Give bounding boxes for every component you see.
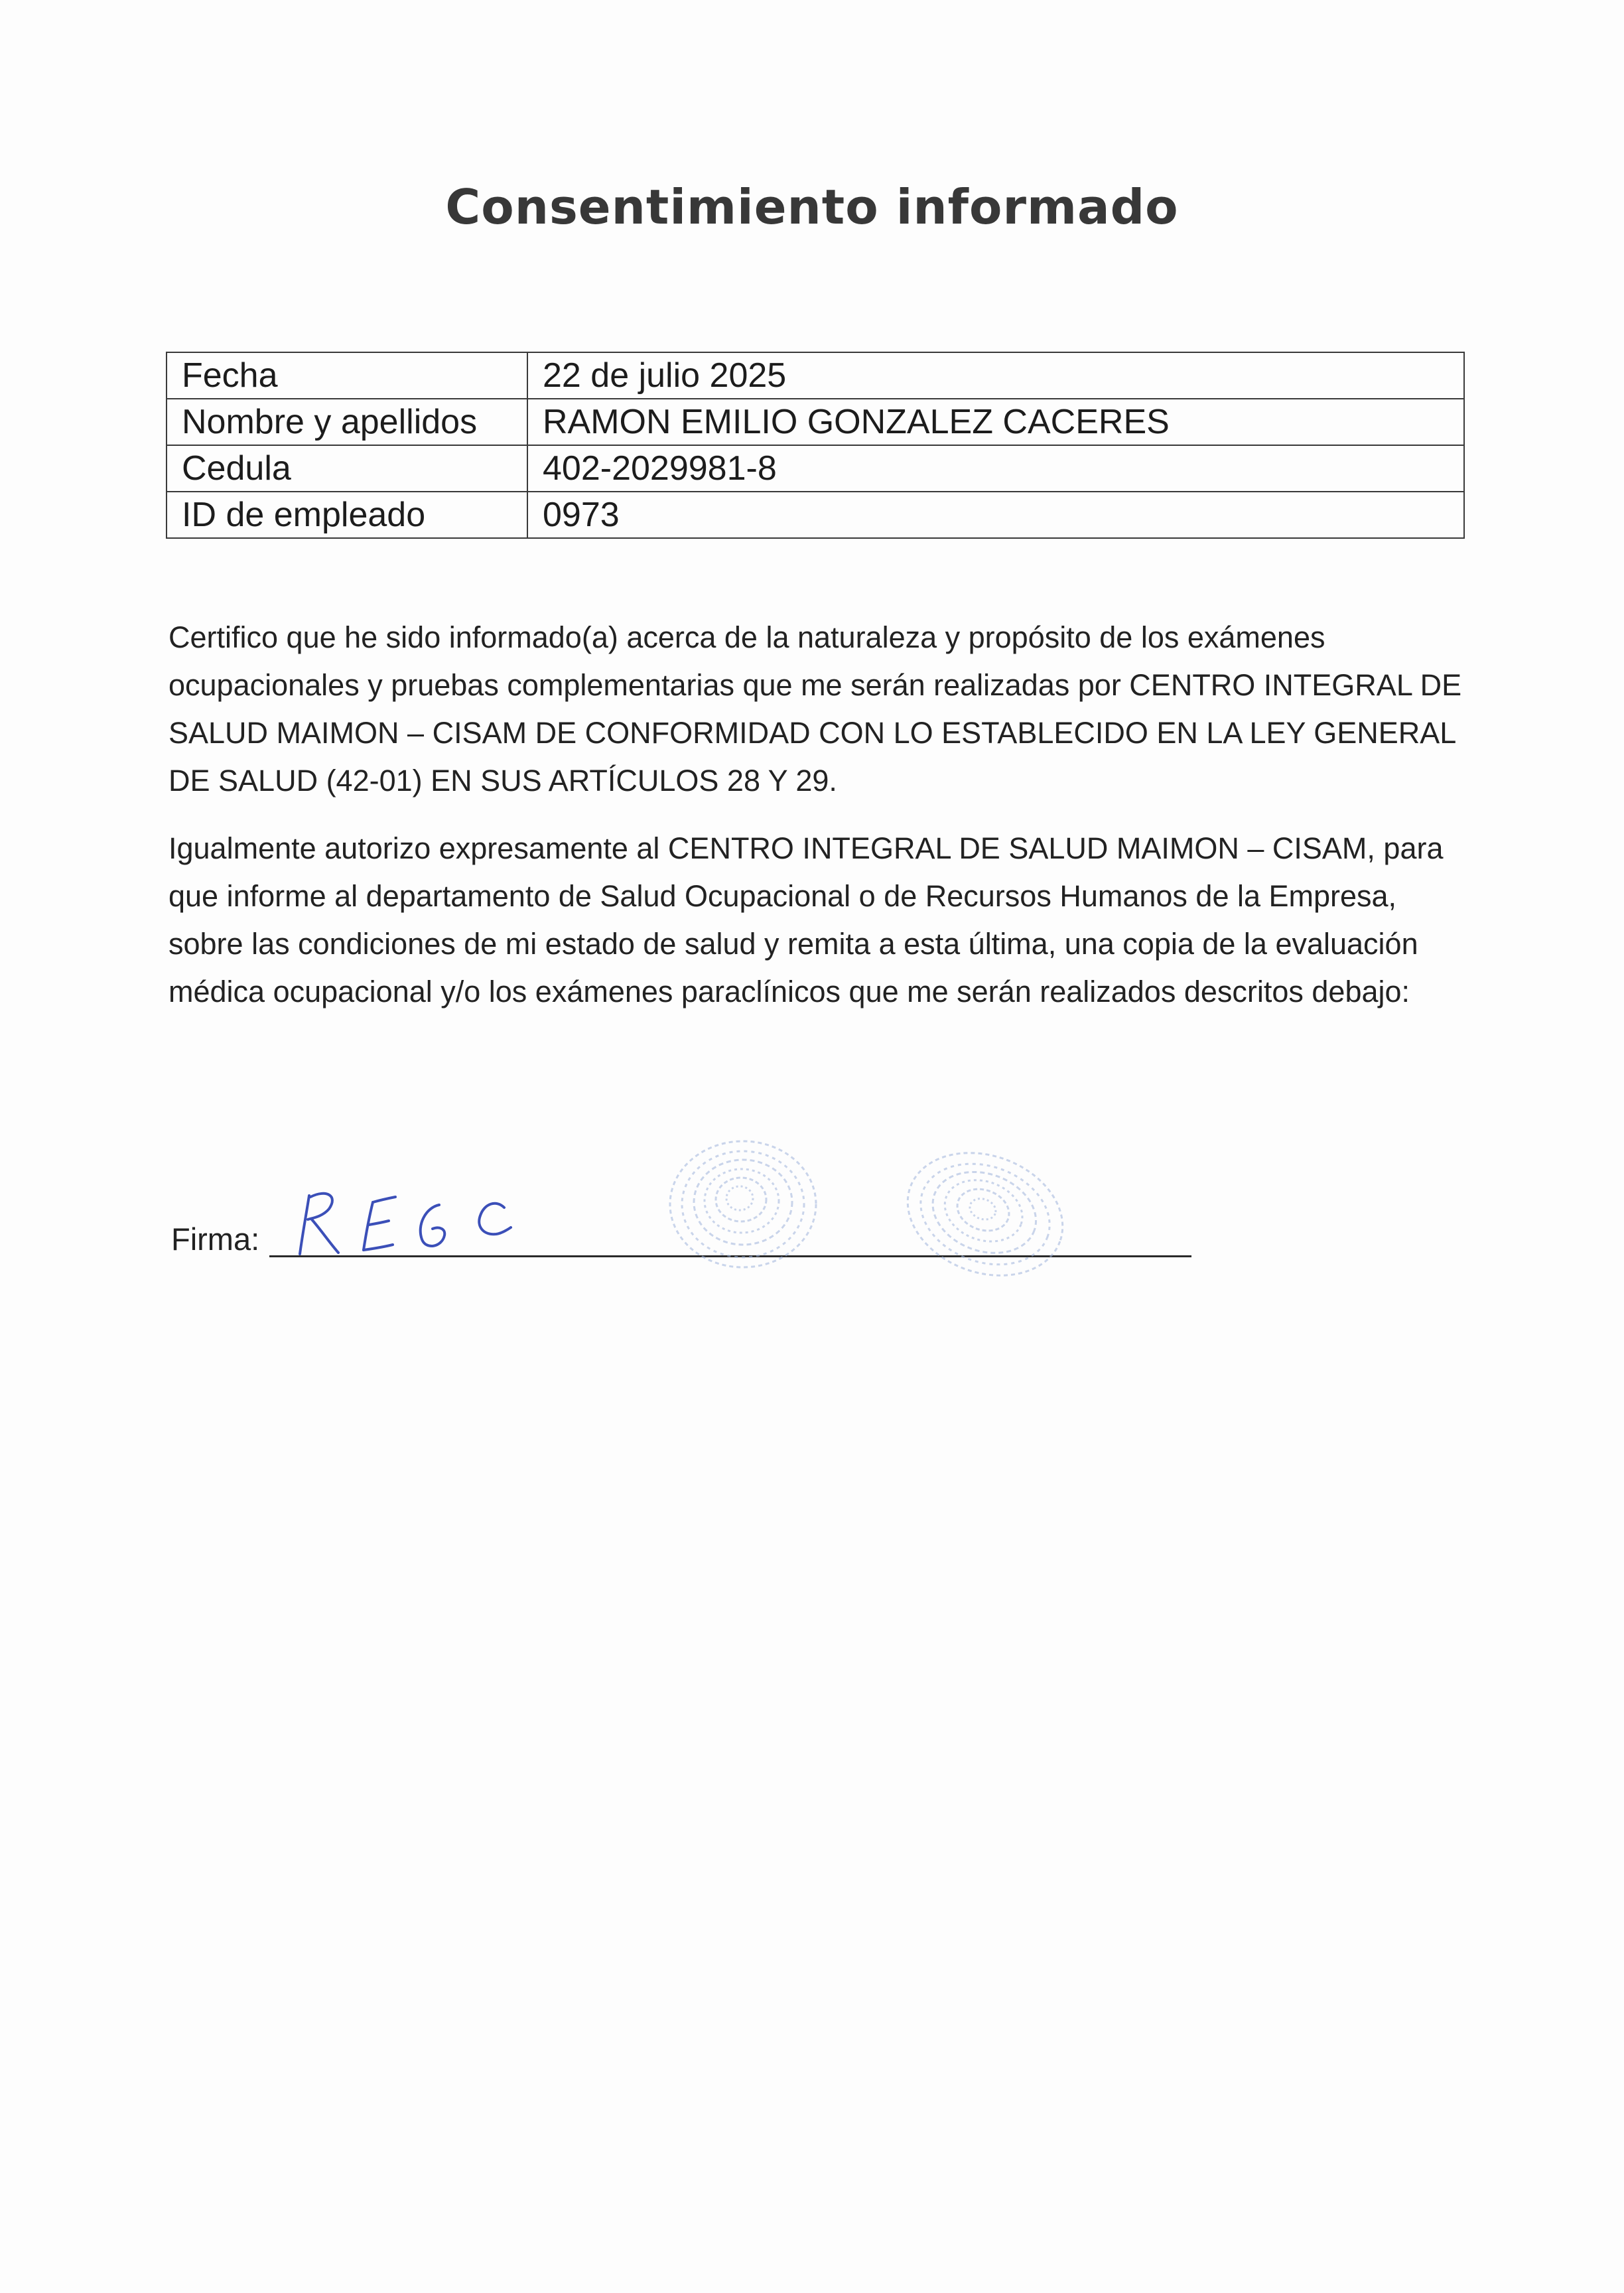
row-label-id-empleado: ID de empleado — [167, 492, 527, 538]
info-table — [166, 352, 1465, 539]
page-title: Consentimiento informado — [445, 179, 1179, 235]
row-label-nombre: Nombre y apellidos — [167, 399, 527, 445]
row-value-cedula: 402-2029981-8 — [527, 445, 1464, 492]
row-value-nombre: RAMON EMILIO GONZALEZ CACERES — [527, 399, 1464, 445]
table-row — [167, 445, 1464, 492]
table-row — [167, 399, 1464, 445]
row-label-fecha: Fecha — [167, 352, 527, 399]
row-label-cedula: Cedula — [167, 445, 527, 492]
consent-paragraph-1: Certifico que he sido informado(a) acerca de la naturaleza y propósito de los exámenes ocupacionales y pruebas complementarias que me serán realizadas por CENTRO INTEGRAL DE SALUD MAIMON – CISAM DE CONFORMIDAD CON LO ESTABLECIDO EN LA LEY GENERAL DE SALUD (42-01) EN SUS ARTÍCULOS 28 Y 29. — [169, 620, 1462, 798]
fingerprint-mark — [886, 1135, 1085, 1294]
handwritten-signature — [285, 1181, 537, 1267]
consent-paragraph-2: Igualmente autorizo expresamente al CENTRO INTEGRAL DE SALUD MAIMON – CISAM, para que informe al departamento de Salud Ocupacional o de Recursos Humanos de la Empresa, sobre las condiciones de mi estado de salud y remita a esta última, una copia de la evaluación médica ocupacional y/o los exámenes paraclínicos que me serán realizados descritos debajo: — [169, 831, 1444, 1008]
signature-label: Firma: — [171, 1221, 260, 1257]
row-value-id-empleado: 0973 — [527, 492, 1464, 538]
row-value-fecha: 22 de julio 2025 — [527, 352, 1464, 399]
table-row — [167, 492, 1464, 538]
table-row — [167, 352, 1464, 399]
fingerprint-mark — [653, 1121, 833, 1287]
